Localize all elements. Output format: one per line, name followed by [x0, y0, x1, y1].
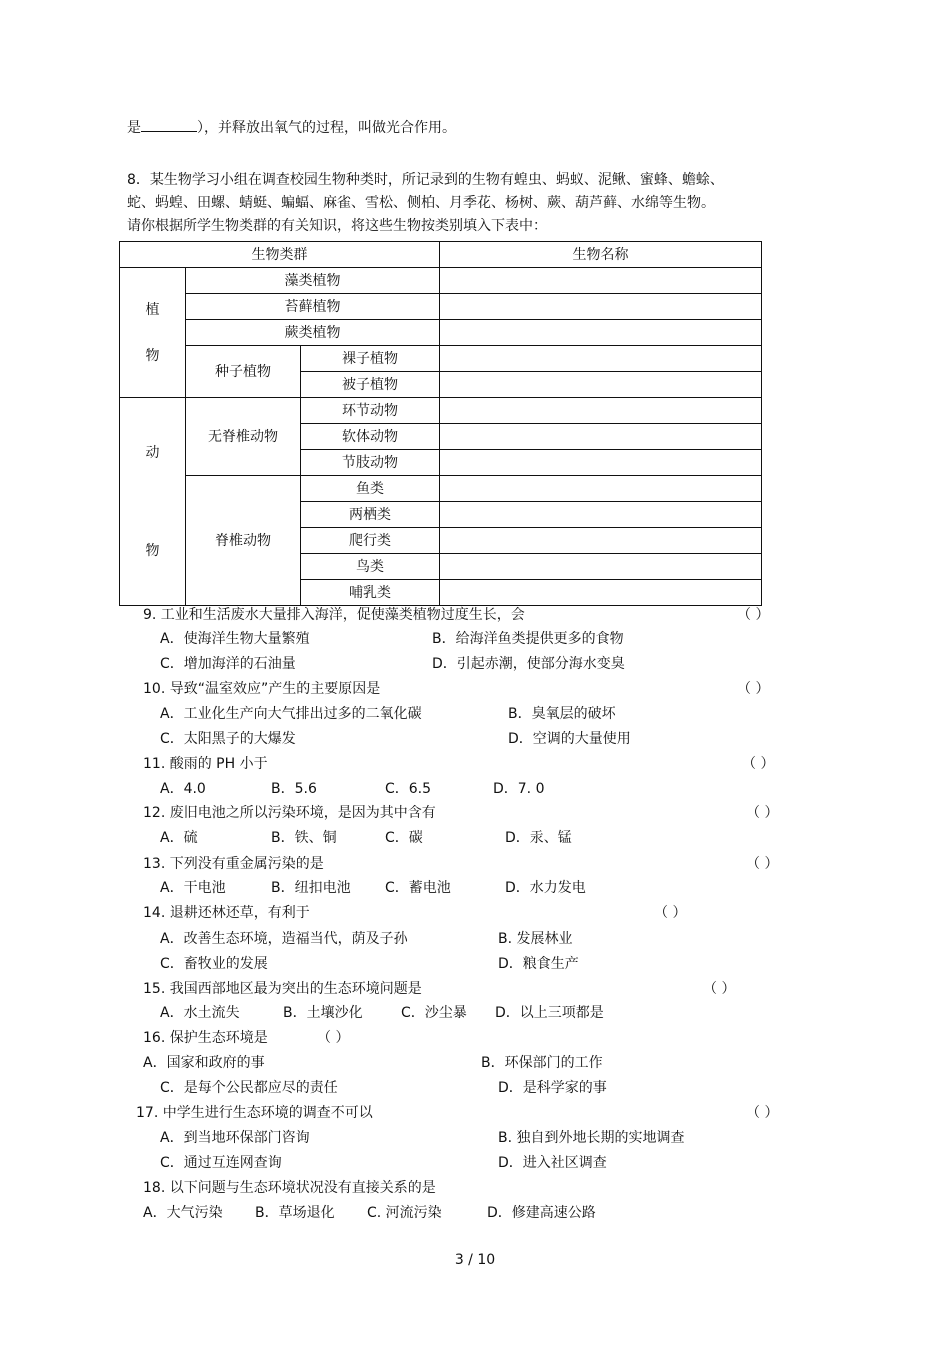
q14-stem: 14. 退耕还林还草，有利于 — [143, 905, 310, 921]
q16-option-a[interactable]: A．国家和政府的事 — [143, 1055, 265, 1071]
animal-char-1: 动 — [145, 444, 160, 461]
answer-cell-mammal[interactable] — [440, 580, 762, 606]
q13-option-a[interactable]: A．干电池 — [160, 880, 226, 896]
intro-line — [127, 117, 456, 138]
animal-char-2: 物 — [145, 542, 160, 559]
answer-cell-moss[interactable] — [440, 294, 762, 320]
q16-stem: 16. 保护生态环境是 — [143, 1030, 268, 1046]
q13-option-b[interactable]: B．纽扣电池 — [271, 880, 351, 896]
q15-option-d[interactable]: D．以上三项都是 — [495, 1005, 604, 1021]
q17-stem: 17. 中学生进行生态环境的调查不可以 — [136, 1105, 373, 1121]
row-gymnosperm: 裸子植物 — [301, 346, 440, 372]
answer-blank[interactable] — [141, 117, 197, 132]
q12-option-b[interactable]: B．铁、铜 — [271, 830, 337, 846]
row-arthropod: 节肢动物 — [301, 450, 440, 476]
q8-line-3: 请你根据所学生物类群的有关知识，将这些生物按类别填入下表中： — [127, 218, 547, 234]
q13-option-d[interactable]: D．水力发电 — [505, 880, 586, 896]
q14-option-c[interactable]: C．畜牧业的发展 — [160, 956, 268, 972]
q14-option-d[interactable]: D．粮食生产 — [498, 956, 579, 972]
row-bird: 鸟类 — [301, 554, 440, 580]
q17-answer-paren[interactable]: （ ） — [746, 1105, 779, 1121]
q8-line-2: 蛇、蚂蝗、田螺、蜻蜓、蝙蝠、麻雀、雪松、侧柏、月季花、杨树、蕨、葫芦藓、水绵等生物。 — [127, 195, 715, 211]
row-amphibian: 两栖类 — [301, 502, 440, 528]
answer-cell-angiosperm[interactable] — [440, 372, 762, 398]
row-fern: 蕨类植物 — [186, 320, 440, 346]
q11-stem: 11. 酸雨的 PH 小于 — [143, 756, 268, 772]
answer-cell-fern[interactable] — [440, 320, 762, 346]
q10-option-a[interactable]: A．工业化生产向大气排出过多的二氧化碳 — [160, 706, 422, 722]
answer-cell-arthropod[interactable] — [440, 450, 762, 476]
q18-option-b[interactable]: B．草场退化 — [255, 1205, 335, 1221]
q18-option-a[interactable]: A．大气污染 — [143, 1205, 223, 1221]
q15-option-b[interactable]: B．土壤沙化 — [283, 1005, 363, 1021]
q17-option-c[interactable]: C．通过互连网查询 — [160, 1155, 282, 1171]
plant-char-2: 物 — [145, 347, 160, 364]
q9-option-b[interactable]: B．给海洋鱼类提供更多的食物 — [432, 631, 624, 647]
q12-answer-paren[interactable]: （ ） — [746, 805, 779, 821]
q11-option-a[interactable]: A．4.0 — [160, 781, 206, 797]
q18-option-c[interactable]: C. 河流污染 — [367, 1205, 442, 1221]
answer-cell-gymnosperm[interactable] — [440, 346, 762, 372]
row-algae: 藻类植物 — [186, 268, 440, 294]
row-mollusk: 软体动物 — [301, 424, 440, 450]
q17-option-d[interactable]: D．进入社区调查 — [498, 1155, 607, 1171]
q12-option-a[interactable]: A．硫 — [160, 830, 198, 846]
q14-answer-paren[interactable]: （ ） — [654, 905, 687, 921]
q14-option-a[interactable]: A．改善生态环境，造福当代，荫及子孙 — [160, 931, 408, 947]
row-fish: 鱼类 — [301, 476, 440, 502]
q10-option-d[interactable]: D．空调的大量使用 — [508, 731, 631, 747]
q16-option-c[interactable]: C．是每个公民都应尽的责任 — [160, 1080, 338, 1096]
answer-cell-algae[interactable] — [440, 268, 762, 294]
q11-option-c[interactable]: C．6.5 — [385, 781, 432, 797]
q9-option-a[interactable]: A．使海洋生物大量繁殖 — [160, 631, 310, 647]
answer-cell-amphibian[interactable] — [440, 502, 762, 528]
q12-option-d[interactable]: D．汞、锰 — [505, 830, 572, 846]
row-angiosperm: 被子植物 — [301, 372, 440, 398]
answer-cell-fish[interactable] — [440, 476, 762, 502]
q14-option-b[interactable]: B. 发展林业 — [498, 931, 573, 947]
seed-plants: 种子植物 — [186, 346, 301, 398]
classification-table — [119, 241, 762, 606]
q9-option-c[interactable]: C．增加海洋的石油量 — [160, 656, 296, 672]
q13-answer-paren[interactable]: （ ） — [746, 856, 779, 872]
q13-stem: 13. 下列没有重金属污染的是 — [143, 856, 324, 872]
q11-answer-paren[interactable]: （ ） — [742, 756, 775, 772]
invertebrates: 无脊椎动物 — [186, 398, 301, 476]
vertebrates: 脊椎动物 — [186, 476, 301, 606]
q15-answer-paren[interactable]: （ ） — [703, 981, 736, 997]
q10-option-c[interactable]: C．太阳黑子的大爆发 — [160, 731, 296, 747]
row-moss: 苔藓植物 — [186, 294, 440, 320]
q8-line-1: 8．某生物学习小组在调查校园生物种类时，所记录到的生物有蝗虫、蚂蚁、泥鳅、蜜蜂、蟾蜍、 — [127, 172, 724, 188]
q16-option-b[interactable]: B．环保部门的工作 — [481, 1055, 603, 1071]
q11-option-b[interactable]: B．5.6 — [271, 781, 317, 797]
q12-stem: 12. 废旧电池之所以污染环境，是因为其中含有 — [143, 805, 436, 821]
q9-stem: 9. 工业和生活废水大量排入海洋，促使藻类植物过度生长，会 — [143, 607, 525, 623]
q10-answer-paren[interactable]: （ ） — [737, 681, 770, 697]
q9-answer-paren[interactable]: （ ） — [737, 607, 770, 623]
row-reptile: 爬行类 — [301, 528, 440, 554]
q10-stem: 10. 导致“温室效应”产生的主要原因是 — [143, 681, 381, 697]
q12-option-c[interactable]: C．碳 — [385, 830, 423, 846]
answer-cell-bird[interactable] — [440, 554, 762, 580]
q17-option-b[interactable]: B. 独自到外地长期的实地调查 — [498, 1130, 685, 1146]
row-annelid: 环节动物 — [301, 398, 440, 424]
row-mammal: 哺乳类 — [301, 580, 440, 606]
intro-after: ），并释放出氧气的过程，叫做光合作用。 — [197, 120, 456, 136]
q10-option-b[interactable]: B．臭氧层的破坏 — [508, 706, 616, 722]
page-number: 3 / 10 — [454, 1252, 496, 1268]
animal-category — [120, 398, 186, 606]
q15-stem: 15. 我国西部地区最为突出的生态环境问题是 — [143, 981, 422, 997]
q11-option-d[interactable]: D．7. 0 — [493, 781, 545, 797]
answer-cell-reptile[interactable] — [440, 528, 762, 554]
q9-option-d[interactable]: D．引起赤潮，使部分海水变臭 — [432, 656, 625, 672]
q15-option-c[interactable]: C．沙尘暴 — [401, 1005, 467, 1021]
q15-option-a[interactable]: A．水土流失 — [160, 1005, 240, 1021]
q16-option-d[interactable]: D．是科学家的事 — [498, 1080, 607, 1096]
q18-stem: 18. 以下问题与生态环境状况没有直接关系的是 — [143, 1180, 436, 1196]
answer-cell-annelid[interactable] — [440, 398, 762, 424]
q13-option-c[interactable]: C．蓄电池 — [385, 880, 451, 896]
plant-char-1: 植 — [145, 301, 160, 318]
plant-category — [120, 268, 186, 398]
q17-option-a[interactable]: A．到当地环保部门咨询 — [160, 1130, 310, 1146]
q16-answer-paren[interactable]: （ ） — [317, 1030, 350, 1046]
header-name: 生物名称 — [440, 242, 762, 268]
header-group: 生物类群 — [120, 242, 440, 268]
q18-option-d[interactable]: D．修建高速公路 — [487, 1205, 596, 1221]
answer-cell-mollusk[interactable] — [440, 424, 762, 450]
intro-before: 是 — [127, 120, 141, 136]
